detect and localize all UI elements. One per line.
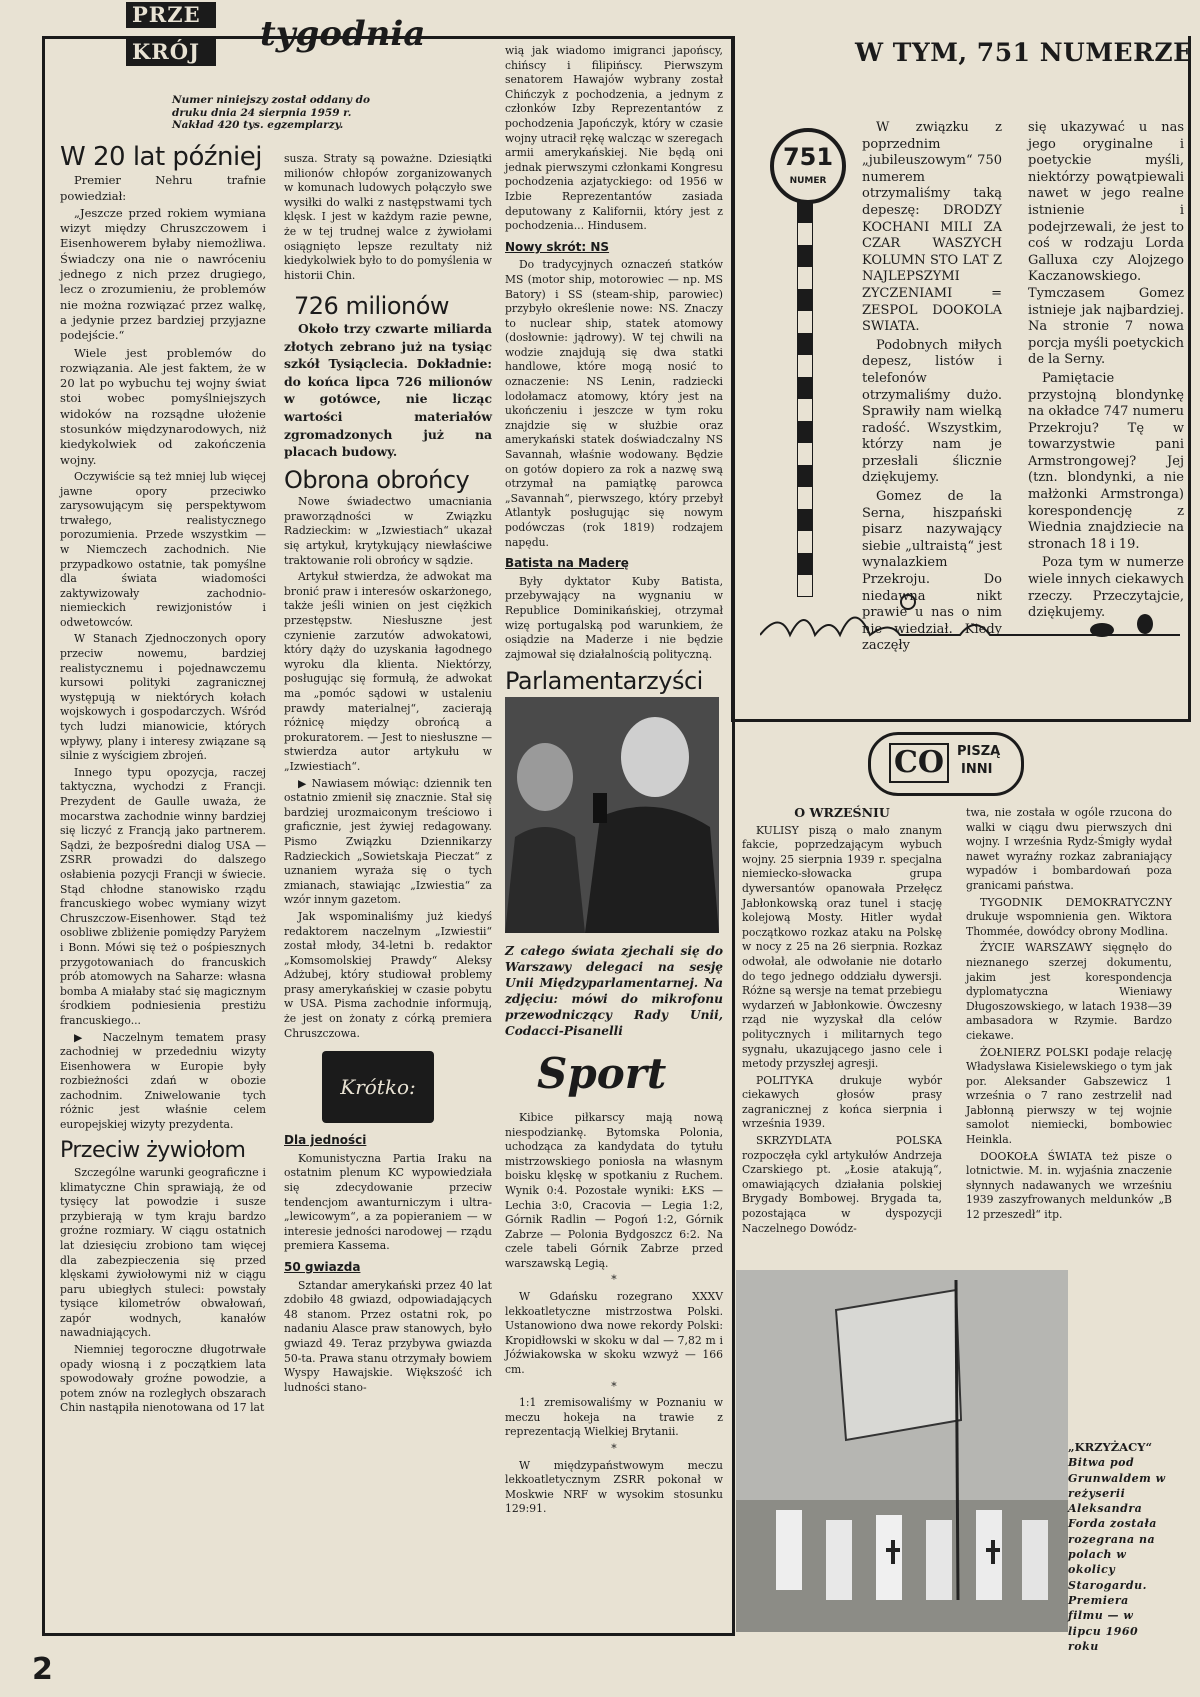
logo-przekroj-bottom: KRÓJ	[126, 38, 216, 66]
copisza-column-1	[742, 806, 942, 1238]
logo-co: CO	[889, 743, 949, 783]
paragraph: wią jak wiadomo imigranci japońscy, chińscy i filipińscy. Pierwszym senatorem Hawajów wybrany został Chińczyk z pochodzenia, a jednym z członków Izby Reprezentantów z pochodzenia Japończyk, który w czasie wojny utracił rękę walcząc w szeregach armii amerykańskiej. Nie będą oni jednak pierwszymi członkami Kongresu pochodzenia azjatyckiego: od 1956 w Izbie Reprezentantów zasiada deputowany z Kalifornii, który jest z pochodzenia... Hindusem.	[505, 44, 723, 233]
paragraph: Podobnych miłych depesz, listów i telefonów otrzymaliśmy dużo. Sprawiły nam wielką radość. Wszystkim, którzy nam je przesłali ślicznie dziękujemy.	[862, 337, 1002, 486]
headline-obrona-obroncy: Obrona obrońcy	[284, 465, 470, 494]
paragraph: TYGODNIK DEMOKRATYCZNY drukuje wspomnienia gen. Wiktora Thommée, dowódcy obrony Modlina.	[966, 895, 1172, 938]
masthead-script: tygodnia	[260, 14, 426, 54]
subhead-dla-jednosci: Dla jedności	[284, 1133, 367, 1148]
signpost	[797, 200, 813, 597]
logo-przekroj-top: PRZE	[126, 2, 216, 28]
copisza-column-2	[966, 806, 1172, 1225]
paragraph: KULISY piszą o mało znanym fakcie, poprzedzającym wybuch wojny. 25 sierpnia 1939 r. specjalna niemiecko-słowacka grupa dywersantów opanowała Przełęcz Jabłonkowską oraz tunel i stację kolejową Mosty. Hitler wydał początkowo rozkaz ataku na Polskę w nocy z 25 na 26 sierpnia. Rozkaz odwołał, ale odwołanie nie dotarło do tego jednego oddziału dywersji. Różne są wersje na temat przebiegu wydarzeń w Jabłonkowie. Ówczesny rząd nie wyzyskał dla celów politycznych i militarnych tego sygnału, ukazującego jasno cele i metody przyszłej agresji.	[742, 823, 942, 1071]
paragraph: POLITYKA drukuje wybór ciekawych głosów prasy zagranicznej z końca sierpnia i września 1939.	[742, 1073, 942, 1131]
paragraph: W Stanach Zjednoczonych opory przeciw nowemu, bardziej realistycznemu i pojednawczemu kursowi polityki zagranicznej występują w niektórych kołach wojskowych i gospodarczych. Wśród tych ludzi mianowicie, których wpływy, plany i interesy związane są silnie z wyścigiem zbrojeń.	[60, 632, 266, 763]
column-1	[60, 142, 266, 1418]
paragraph: W Gdańsku rozegrano XXXV lekkoatletyczne mistrzostwa Polski. Ustanowiono dwa nowe rekordy Polski: Kropidłowski w skoku w dal — 7,82 m i Jóźwiakowska w skoku wzwyż — 166 cm.	[505, 1290, 723, 1377]
co-pisza-inni-logo	[868, 732, 1024, 796]
headline-przeciw-zywiolom: Przeciw żywiołom	[60, 1137, 246, 1163]
photo-parlamentarzysci	[505, 697, 719, 933]
paragraph: Innego typu opozycja, raczej taktyczna, wychodzi z Francji. Prezydent de Gaulle uważa, że mocarstwa zachodnie winny bardziej się liczyć z Francją jako partnerem. Sądzi, że bezpośredni dialog USA — ZSRR prowadzi do dalszego osłabienia pozycji Francji w świecie. Stąd chłodne stanowisko rządu francuskiego wobec wymiany wizyt Chruszczow-Eisenhower. Stąd też osobliwe zbliżenie pomiędzy Paryżem i Bonn. Mówi się też o pośpiesznych przygotowaniach do francuskich prób atomowych na Saharze: własna bomba A miałaby stać się magicznym środkiem podniesienia prestiżu francuskiego...	[60, 765, 266, 1027]
paragraph: Gomez de la Serna, hiszpański pisarz nazywający siebie „ultraistą“ jest wynalazkiem Przekroju. Do niedawna nikt prawie u nas o nim nie wiedział. Kiedy zaczęły	[862, 489, 1002, 654]
issue-badge-number: 751	[782, 143, 834, 171]
paragraph: SKRZYDLATA POLSKA rozpoczęła cykl artykułów Andrzeja Czarskiego pt. „Łosie atakują“, omawiających działania polskiej Brygady Bombowej. Brygada ta, pozostająca w dyspozycji Naczelnego Dowódz-	[742, 1134, 942, 1235]
paragraph: DOOKOŁA ŚWIATA też pisze o lotnictwie. M. in. wyjaśnia znaczenie słynnych nadawanych we wrześniu 1939 zaszyfrowanych meldunków „B 12 przeszedł“ itp.	[966, 1149, 1172, 1222]
print-note: Numer niniejszy został oddany do druku dnia 24 sierpnia 1959 r. Nakład 420 tys. egzemplarzy.	[172, 94, 371, 131]
paragraph: ▶ Nawiasem mówiąc: dziennik ten ostatnio zmienił się znacznie. Stał się bardziej urozmaiconym treściowo i graficznie, jest żywiej redagowany. Pismo Związku Dziennikarzy Radzieckich „Sowietskaja Pieczat“ z uznaniem wyraża się o tych zmianach, stawiając „Izwiestia“ za wzór innym gazetom.	[284, 776, 492, 907]
krotko-logo: Krótko:	[322, 1051, 434, 1123]
paragraph: ŻYCIE WARSZAWY sięgnęło do nieznanego szerzej dokumentu, jakim jest korespondencja dyplomatyczna Wieniawy Długoszowskiego, w latach 1938—39 ambasadora w Rzymie. Bardzo ciekawe.	[966, 941, 1172, 1042]
film-caption-block	[1068, 1440, 1168, 1654]
subhead-o-wrzesniu: O WRZEŚNIU	[794, 805, 890, 820]
headline-20-lat: W 20 lat później	[60, 142, 262, 172]
sport-logo: Sport	[537, 1048, 667, 1098]
column-2	[284, 152, 492, 1397]
issue-badge-word: NUMER	[789, 176, 827, 186]
column-3	[505, 44, 723, 1519]
issue-heading: W TYM, 751 NUMERZE	[855, 38, 1193, 67]
subhead-nowy-skrot: Nowy skrót: NS	[505, 239, 610, 254]
paragraph: Poza tym w numerze wiele innych ciekawych rzeczy. Przeczytajcie, dziękujemy.	[1028, 555, 1184, 621]
paragraph: Były dyktator Kuby Batista, przebywający na wygnaniu w Republice Dominikańskiej, otrzymał wizę portugalską pod warunkiem, że osiądzie na Maderze i nie będzie zajmował się działalnością polityczną.	[505, 574, 723, 661]
paragraph: „Jeszcze przed rokiem wymiana wizyt między Chruszczowem i Eisenhowerem byłaby niemożliwa. Świadczy ona nie o nawróceniu jednego z nich przez drugiego, lecz o zrozumieniu, że problemów nie można rozwiązać przez walkę, a jedynie przez bardziej przyjazne podejście.“	[60, 205, 266, 343]
paragraph: 1:1 zremisowaliśmy w Poznaniu w meczu hokeja na trawie z reprezentacją Wielkiej Brytanii.	[505, 1396, 723, 1439]
logo-inni: INNI	[961, 762, 993, 777]
photo-krzyzacy-image	[736, 1270, 1068, 1632]
logo-pisza: PISZĄ	[957, 744, 1001, 759]
paragraph: się ukazywać u nas jego oryginalne i poetyckie myśli, niektórzy powątpiewali nawet w jego realne istnienie i podejrzewali, że jest to coś w rodzaju Lorda Galluxa czy Alojzego Kaczanowskiego. Tymczasem Gomez istnieje jak najbardziej. Na stronie 7 nowa porcja myśli poetyckich de la Serny.	[1028, 120, 1184, 368]
paragraph: ŻOŁNIERZ POLSKI podaje relację Władysława Kisielewskiego o tym jak por. Aleksander Gabszewicz 1 września o 7 rano zestrzelił nad Jabłonną pierwszy w tej wojnie samolot niemiecki, bombowiec Heinkla.	[966, 1045, 1172, 1147]
paragraph: Jak wspominaliśmy już kiedyś redaktorem naczelnym „Izwiestii“ został młody, 34-letni b. redaktor „Komsomolskiej Prawdy“ Aleksy Adżubej, który studiował problemy prasy amerykańskiej w czasie pobytu w USA. Pisma zachodnie informują, że jest on żonaty z córką premiera Chruszczowa.	[284, 909, 492, 1040]
paragraph: Nowe świadectwo umacniania praworządności w Związku Radzieckim: w „Izwiestiach“ ukazał się artykuł, krytykujący niewłaściwe traktowanie roli obrońcy w sądzie.	[284, 495, 492, 567]
paragraph: susza. Straty są poważne. Dziesiątki milionów chłopów zorganizowanych w komunach ludowych połączyło swe wysiłki do walki z następstwami tych klęsk. I jest w każdym razie pewne, że w tej trudnej walce z żywiołami osiągnięto lepsze rezultaty niż kiedykolwiek było to do pomyślenia w historii Chin.	[284, 152, 492, 282]
paragraph: Oczywiście są też mniej lub więcej jawne opory przeciwko zarysowującym się perspektywom trwałego, realistycznego porozumienia. Przede wszystkim — w Niemczech zachodnich. Nie przypadkowo ostatnie, tak pomyślne dla świata wiadomości zaktywizowały zachodnio-niemieckich rewizjonistów i odwetowców.	[60, 469, 266, 629]
photo-krzyzacy	[736, 1270, 1068, 1632]
paragraph: Wiele jest problemów do rozwiązania. Ale jest faktem, że w 20 lat po wybuchu tej wojny świat stoi wobec pomyślniejszych widoków na rozsądne ułożenie stosunków międzynarodowych, niż kiedykolwiek od zakończenia wojny.	[60, 345, 266, 467]
subhead-batista: Batista na Maderę	[505, 556, 629, 571]
paragraph: twa, nie została w ogóle rzucona do walki w ciągu dwu pierwszych dni wojny. I września Rydz-Śmigły wydał nawet wyraźny rozkaz zabraniający wypadów i bombardowań poza granicami państwa.	[966, 806, 1172, 892]
paragraph: Artykuł stwierdza, że adwokat ma bronić praw i interesów oskarżonego, także jeśli winien on jest ciężkich przestępstw. Niesłuszne jest czynienie zarzutów adwokatowi, który dąży do uzyskania łagodnego wyroku dla klienta. Niektórzy, posługując się formułą, że adwokat ma „pomóc sądowi w ustaleniu prawdy materialnej“, zacierają różnicę między obrońcą a prokuratorem. — Jest to niesłuszne — stwierdza autor artykułu w „Izwiestiach“.	[284, 570, 492, 773]
paragraph: W międzypaństwowym meczu lekkoatletycznym ZSRR pokonał w Moskwie NRF w wysokim stosunku 129:91.	[505, 1458, 723, 1516]
film-title: „KRZYŻACY“	[1068, 1440, 1153, 1454]
paragraph: Kibice piłkarscy mają nową niespodziankę. Bytomska Polonia, uchodząca za kandydata do tytułu mistrzowskiego poniosła na własnym boisku klęskę w spotkaniu z Ruchem. Wynik 0:4. Pozostałe wyniki: ŁKS — Lechia 3:0, Cracovia — Legia 1:2, Górnik Radlin — Pogoń 1:2, Górnik Zabrze — Polonia Bydgoszcz 6:2. Na czele tabeli Górnik Zabrze przed warszawską Legią.	[505, 1110, 723, 1270]
paragraph: Do tradycyjnych oznaczeń statków MS (motor ship, motorowiec — np. MS Batory) i SS (steam-ship, parowiec) przybyło określenie nowe: NS. Znaczy to nuclear ship, statek atomowy (dosłownie: jądrowy). W tej chwili na wodzie znajdują się dwa statki handlowe, które mogą nosić to oznaczenie: NS Lenin, radziecki lodołamacz atomowy, który jest na ukończeniu i jeszcze w tym roku znajdzie się w służbie oraz amerykański statek doświadczalny NS Savannah, właśnie wodowany. Będzie on gotów dopiero za rok a nazwę swą otrzymał na pamiątkę parowca „Savannah“, pierwszego, który przebył Atlantyk posługując się nowym podówczas (rok 1819) rodzajem napędu.	[505, 258, 723, 549]
paragraph: W związku z poprzednim „jubileuszowym“ 750 numerem otrzymaliśmy taką depeszę: DRODZY KOCHANI MILI ZA CZAR WASZYCH KOLUMN STO LAT Z NAJLEPSZYMI ZYCZENIAMI = ZESPOL DOOKOLA SWIATA.	[862, 120, 1002, 335]
paragraph: Około trzy czwarte miliarda złotych zebrano już na tysiąc szkół Tysiąclecia. Dokładnie: do końca lipca 726 milionów w gotówce, nie licząc wartości materiałów zgromadzonych już na placach budowy.	[284, 320, 492, 460]
issue-column-1	[862, 120, 1002, 657]
issue-column-2	[1028, 120, 1184, 624]
separator-star: *	[611, 1273, 617, 1287]
paragraph: Pamiętacie przystojną blondynkę na okładce 747 numeru Przekroju? Tę w towarzystwie pani Armstrongowej? Jej (tzn. blondynki, a nie małżonki Armstronga) korespondencję z Wiednia znajdziecie na stronach 18 i 19.	[1028, 370, 1184, 552]
subhead-50-gwiazda: 50 gwiazda	[284, 1260, 361, 1274]
separator-star: *	[611, 1442, 617, 1455]
paragraph: Premier Nehru trafnie powiedział:	[60, 173, 266, 203]
paragraph: Szczególne warunki geograficzne i klimatyczne Chin sprawiają, że od tysięcy lat powodzie i susze przybierają w tym kraju bardzo groźne rozmiary. W ciągu ostatnich lat dziesięciu zrobiono tam więcej dla zabezpieczenia się przed klęskami żywiołowymi niż w ciągu paru ubiegłych stuleci: powstały tysiące kilometrów obwałowań, zapór wodnych, kanałów nawadniających.	[60, 1165, 266, 1340]
page-number: 2	[32, 1652, 53, 1687]
film-caption: Bitwa pod Grunwaldem w reżyserii Aleksandra Forda została rozegrana na polach w okolicy Starogardu. Premiera filmu — w lipcu 1960 roku	[1068, 1456, 1166, 1653]
photo-caption: Z całego świata zjechali się do Warszawy delegaci na sesję Unii Międzyparlamentarnej. Na zdjęciu: mówi do mikrofonu przewodniczący Rady Unii, Codacci-Pisanelli	[505, 943, 723, 1038]
paragraph: ▶ Naczelnym tematem prasy zachodniej w przededniu wizyty Eisenhowera w Europie były rozbieżności zdań w obozie zachodnim. Zniwelowanie tych różnic jest właśnie celem europejskiej wizyty prezydenta.	[60, 1030, 266, 1132]
issue-badge	[770, 128, 846, 204]
photo-parlamentarzysci-image	[505, 697, 719, 933]
headline-parlamentarzysci: Parlamentarzyści	[505, 667, 703, 696]
paragraph: Komunistyczna Partia Iraku na ostatnim plenum KC wypowiedziała się zdecydowanie przeciw tendencjom awanturniczym i ultra-„lewicowym“, a za popieraniem — w interesie jedności narodowej — rządu premiera Kassema.	[284, 1151, 492, 1253]
paragraph: Niemniej tegoroczne długotrwałe opady wiosną i z początkiem lata spowodowały groźne powodzie, a potem znów na rozległych obszarach Chin nastąpiła nienotowana od 17 lat	[60, 1343, 266, 1415]
headline-726-milionow: 726 milionów	[294, 292, 450, 321]
separator-star: *	[611, 1379, 617, 1393]
paragraph: Sztandar amerykański przez 40 lat zdobiło 48 gwiazd, odpowiadających 48 stanom. Przez ostatni rok, po nadaniu Alasce praw stanowych, było gwiazd 49. Teraz przybywa gwiazda 50-ta. Prawa stanu otrzymały bowiem Wyspy Hawajskie. Większość ich ludności stano-	[284, 1278, 492, 1394]
